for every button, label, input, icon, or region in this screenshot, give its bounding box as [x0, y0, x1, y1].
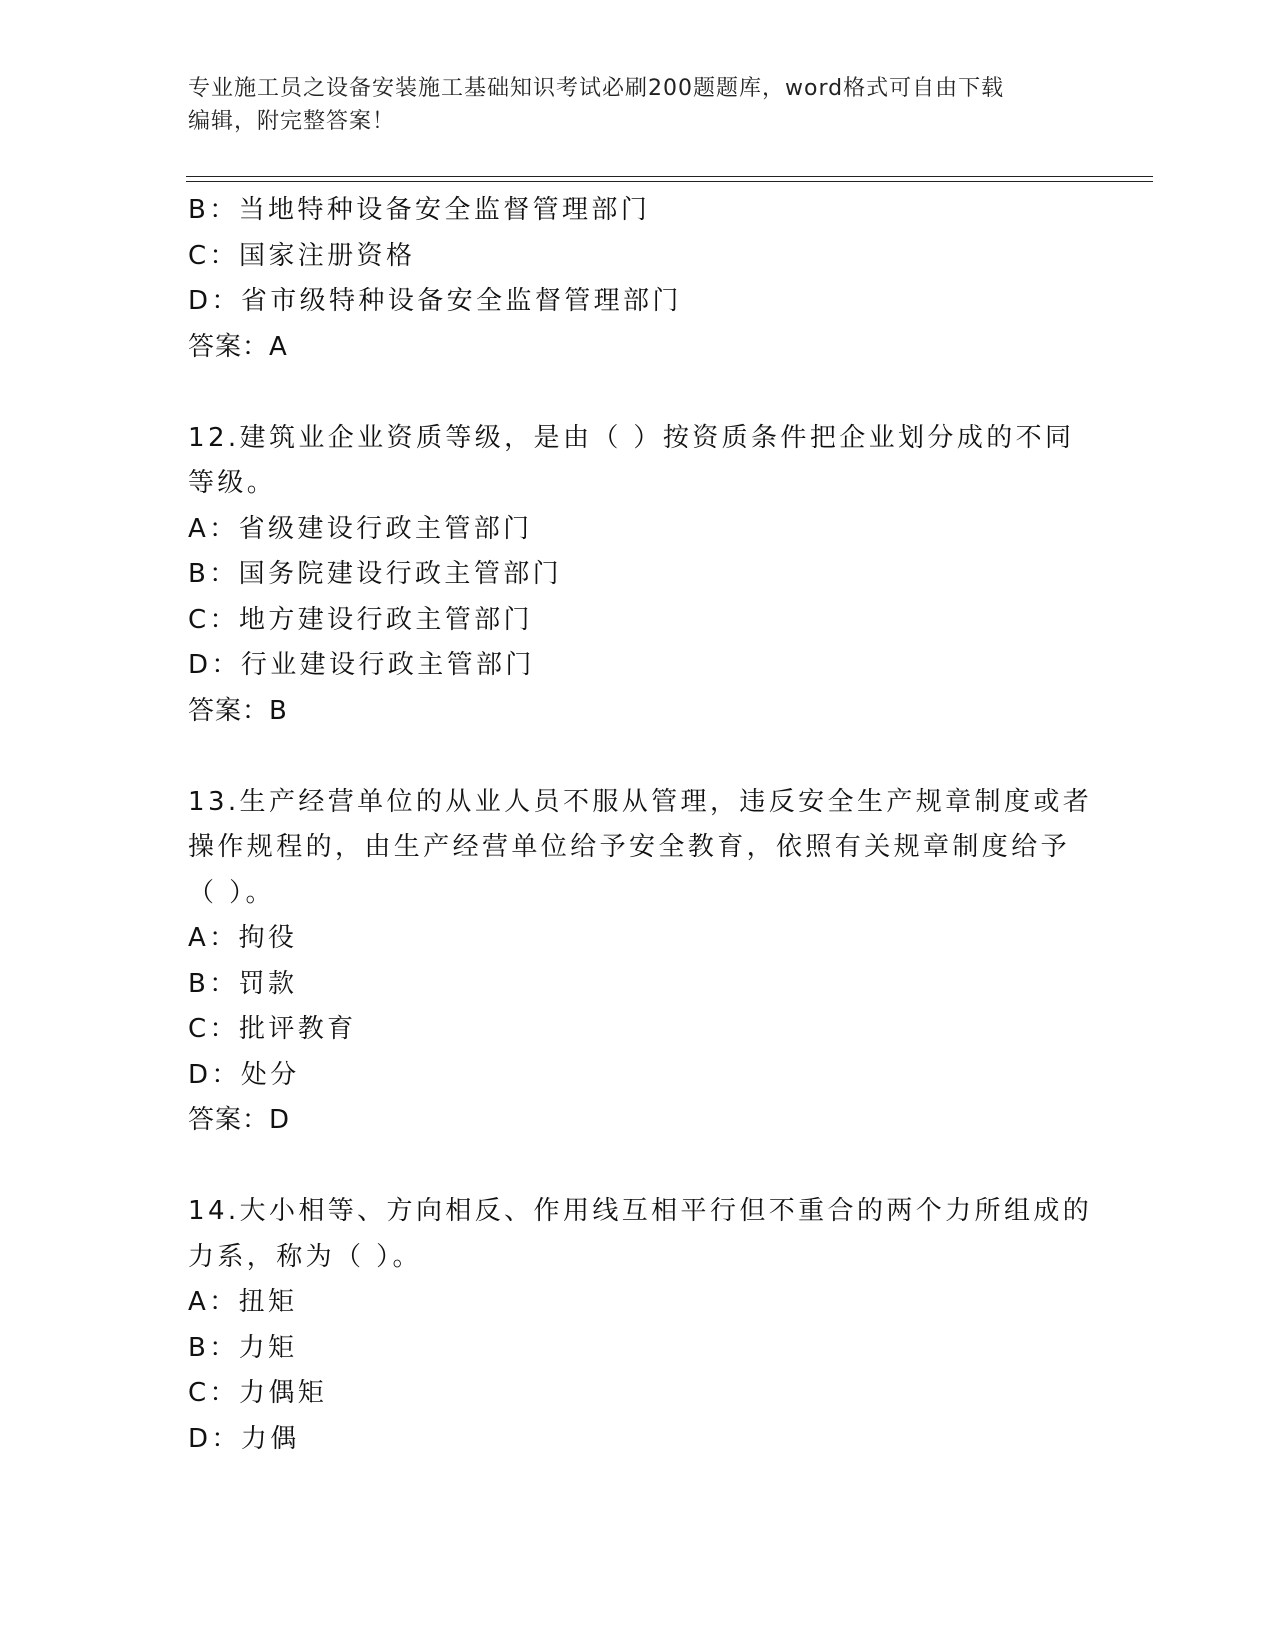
question-spacer — [188, 370, 1088, 416]
question-14-option-a: A：扭矩 — [188, 1287, 298, 1317]
question-11-option-c: C：国家注册资格 — [188, 240, 416, 271]
question-12-option-b: B：国务院建设行政主管部门 — [188, 559, 563, 589]
question-12 — [188, 416, 1088, 735]
question-13-option-c: C：批评教育 — [188, 1014, 357, 1044]
header-title-line-1: 专业施工员之设备安装施工基础知识考试必刷200题题库，word格式可自由下载 — [188, 76, 1005, 101]
question-14-option-d: D：力偶 — [188, 1423, 300, 1454]
question-12-option-a: A：省级建设行政主管部门 — [188, 513, 533, 544]
question-14-stem-line-2: 力系，称为（ ）。 — [188, 1241, 422, 1272]
question-14-option-b: B：力矩 — [188, 1332, 298, 1363]
question-12-option-c: C：地方建设行政主管部门 — [188, 604, 533, 635]
question-spacer — [188, 1144, 1088, 1190]
question-13-stem-line-1: 13.生产经营单位的从业人员不服从管理，违反安全生产规章制度或者 — [188, 786, 1093, 817]
header-divider — [186, 176, 1153, 182]
question-list — [188, 188, 1093, 1462]
question-12-stem-line-1: 12.建筑业企业资质等级，是由（ ）按资质条件把企业划分成的不同 — [188, 422, 1075, 453]
document-header — [188, 72, 1068, 138]
question-13-option-a: A：拘役 — [188, 923, 298, 953]
question-13-option-b: B：罚款 — [188, 968, 298, 999]
question-13-stem-line-2: 操作规程的，由生产经营单位给予安全教育，依照有关规章制度给予 — [188, 832, 1071, 862]
question-12-stem-line-2: 等级。 — [188, 468, 277, 498]
question-13-answer: 答案：D — [188, 1105, 291, 1135]
header-title-line-2: 编辑，附完整答案！ — [188, 109, 396, 134]
question-12-answer: 答案：B — [188, 695, 288, 726]
question-spacer — [188, 734, 1088, 780]
question-11-tail — [188, 188, 1088, 370]
question-14-option-c: C：力偶矩 — [188, 1378, 328, 1408]
question-11-answer: 答案：A — [188, 331, 288, 362]
question-13-stem-line-3: （ ）。 — [188, 877, 275, 908]
question-14 — [188, 1189, 1093, 1462]
question-11-option-b: B：当地特种设备安全监督管理部门 — [188, 195, 651, 225]
question-12-option-d: D：行业建设行政主管部门 — [188, 650, 535, 680]
question-11-option-d: D：省市级特种设备安全监督管理部门 — [188, 286, 682, 316]
question-13 — [188, 780, 1093, 1144]
question-13-option-d: D：处分 — [188, 1059, 300, 1090]
question-14-stem-line-1: 14.大小相等、方向相反、作用线互相平行但不重合的两个力所组成的 — [188, 1196, 1093, 1226]
